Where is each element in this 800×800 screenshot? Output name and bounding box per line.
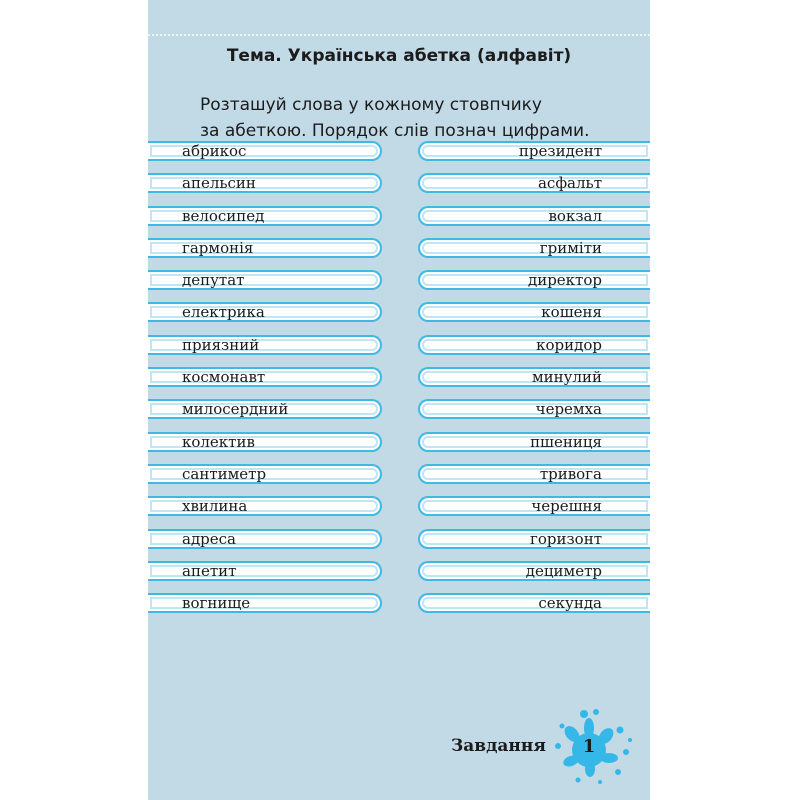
word-row [418, 269, 650, 291]
word-row [418, 463, 650, 485]
instruction-line-1: Розташуй слова у кожному стовпчику [200, 95, 542, 115]
word: абрикос [182, 142, 247, 160]
word: вогнище [182, 594, 251, 613]
word: депутат [182, 271, 245, 290]
word-row [418, 495, 650, 517]
word: електрика [182, 303, 265, 322]
word-bar [418, 593, 650, 613]
word: сантиметр [182, 464, 267, 483]
word-row [418, 398, 650, 420]
word-row [148, 205, 382, 227]
word: черемха [535, 400, 602, 419]
word-row [418, 172, 650, 194]
word: асфальт [537, 174, 602, 193]
word-row [418, 140, 650, 162]
word-row [148, 269, 382, 291]
word: колектив [182, 432, 255, 451]
word-row [148, 172, 382, 194]
task-label: Завдання [451, 736, 546, 756]
word-row [418, 528, 650, 550]
word: адреса [182, 529, 237, 548]
word-bar [418, 206, 650, 226]
word-bar [418, 399, 650, 419]
left-word-column [148, 140, 382, 624]
word: милосердний [182, 400, 289, 419]
word-row [148, 140, 382, 162]
word: космонавт [182, 368, 266, 387]
word: гармонія [182, 238, 254, 257]
word-row [418, 560, 650, 582]
task-number: 1 [582, 736, 596, 757]
word: минулий [531, 368, 602, 387]
word-row [418, 431, 650, 453]
word: гриміти [539, 238, 602, 257]
word-row [148, 334, 382, 356]
word-row [148, 528, 382, 550]
word: черешня [531, 497, 602, 516]
instruction-line-2: за абеткою. Порядок слів познач цифрами. [200, 121, 590, 141]
word: апельсин [182, 174, 256, 193]
word-row [148, 495, 382, 517]
word: приязний [182, 335, 260, 354]
word-row [148, 237, 382, 259]
word: дециметр [525, 561, 602, 580]
word-bar [418, 173, 650, 193]
workbook-page [148, 0, 650, 800]
word-row [418, 205, 650, 227]
word: коридор [536, 335, 602, 354]
word: секунда [538, 594, 602, 613]
word-row [148, 398, 382, 420]
word-bar [418, 464, 650, 484]
word-row [418, 366, 650, 388]
word-row [148, 463, 382, 485]
word-row [148, 431, 382, 453]
word-bar [418, 238, 650, 258]
word: директор [527, 271, 602, 290]
top-band [148, 0, 650, 36]
word: хвилина [182, 497, 248, 516]
word-row [418, 301, 650, 323]
word: пшениця [530, 432, 602, 451]
page-title: Тема. Українська абетка (алфавіт) [226, 46, 572, 66]
word-row [418, 592, 650, 614]
task-instruction [200, 92, 640, 144]
word: кошеня [541, 303, 602, 322]
word-row [148, 560, 382, 582]
word-bar [418, 302, 650, 322]
word: вокзал [548, 206, 602, 225]
word: тривога [539, 464, 602, 483]
word-row [418, 237, 650, 259]
word-row [148, 366, 382, 388]
word: велосипед [182, 206, 265, 225]
word-row [148, 301, 382, 323]
word: президент [518, 142, 602, 160]
word-row [148, 592, 382, 614]
right-word-column [418, 140, 650, 624]
word: апетит [182, 561, 237, 580]
word-bar [418, 335, 650, 355]
word: горизонт [530, 529, 602, 548]
word-row [418, 334, 650, 356]
